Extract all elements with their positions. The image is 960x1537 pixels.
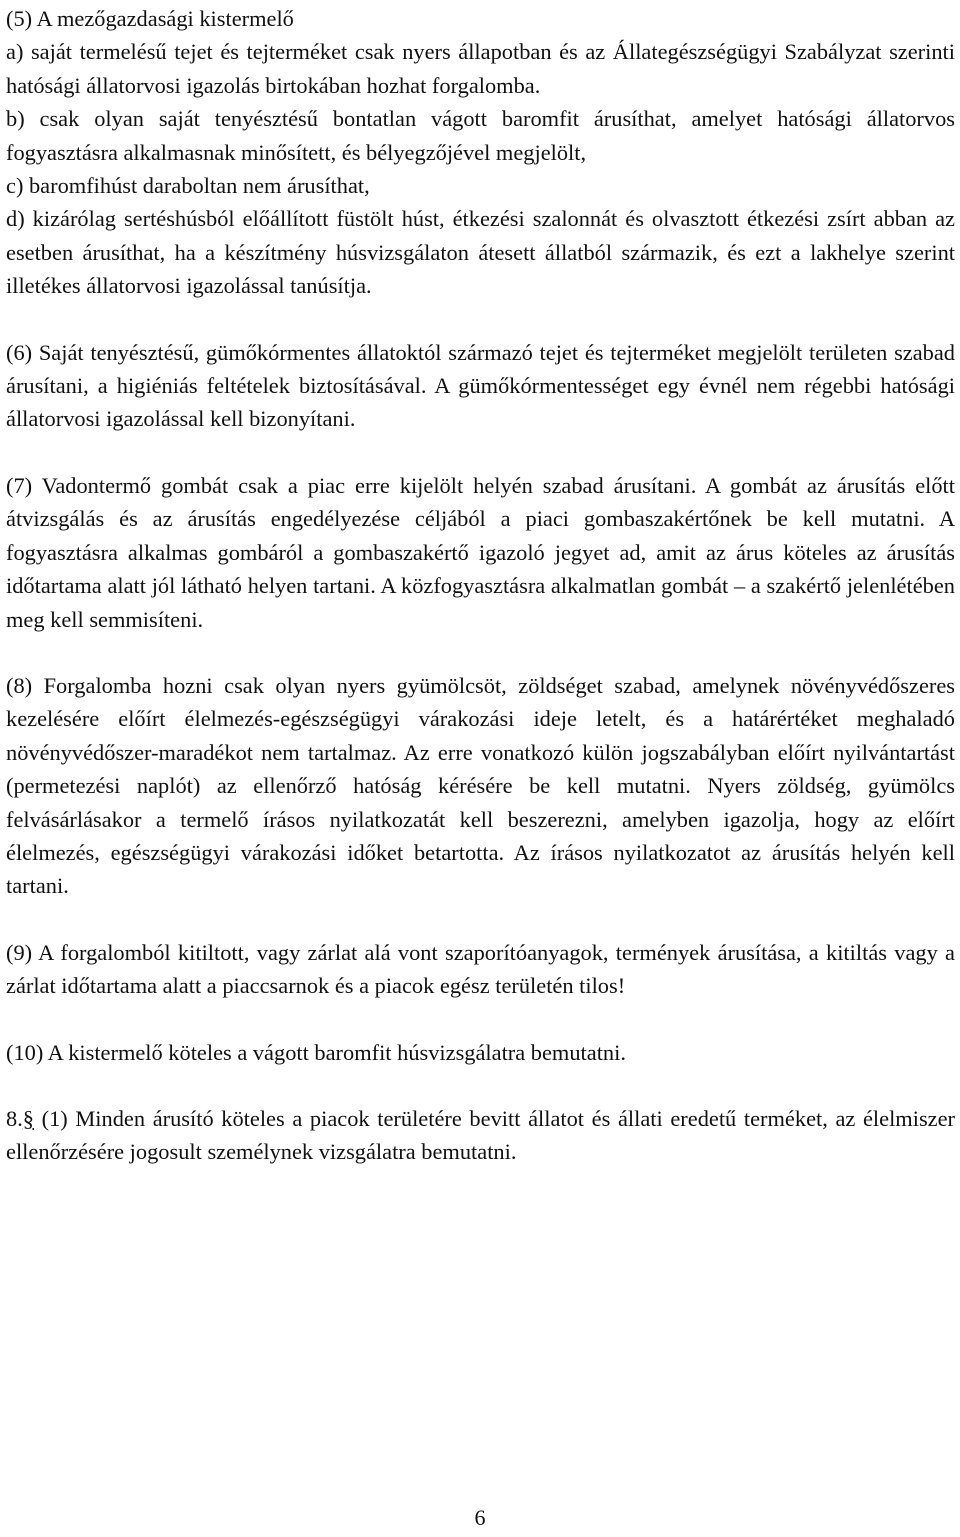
section-8-paragraph: (8) Forgalomba hozni csak olyan nyers gyümölcsöt, zöldséget szabad, amelynek növényvédőszeres kezelésére előírt élelmezés-egészségügyi várakozási ideje letelt, és a határértéket meghaladó növényvédőszer-maradékot nem tartalmaz. Az erre vonatkozó külön jogszabályban előírt nyilvántartást (permetezési naplót) az ellenőrző hatóság kérésére be kell mutatni. Nyers zöldség, gyümölcs felvásárlásakor a termelő írásos nyilatkozatát kell beszerezni, amelyben igazolja, hogy az előírt élelmezés, egészségügyi várakozási időket betartotta. Az írásos nyilatkozatot az árusítás helyén kell tartani. bbox=[6, 672, 955, 899]
paragraph-8 bbox=[6, 1102, 955, 1169]
paragraph-8-text: (1) Minden árusító köteles a piacok területére bevitt állatot és állati eredetű terméket, az élelmiszer ellenőrzésére jogosult személynek vizsgálatra bemutatni. bbox=[6, 1105, 955, 1165]
page-number: 6 bbox=[474, 1505, 486, 1530]
section-sign-link[interactable]: § bbox=[22, 1105, 34, 1131]
document-page bbox=[6, 2, 955, 1169]
section-5 bbox=[6, 2, 955, 303]
section-5-item-d: d) kizárólag sertéshúsból előállított füstölt húst, étkezési szalonnát és olvasztott étkezési zsírt abban az esetben árusíthat, ha a készítmény húsvizsgálaton átesett állatból származik, és ezt a lakhelye szerint illetékes állatorvosi igazolással tanúsítja. bbox=[6, 206, 955, 299]
section-9-paragraph: (9) A forgalomból kitiltott, vagy zárlat alá vont szaporítóanyagok, termények árusítása, a kitiltás vagy a zárlat időtartama alatt a piaccsarnok és a piacok egész területén tilos! bbox=[6, 939, 955, 999]
section-5-heading: (5) A mezőgazdasági kistermelő bbox=[6, 6, 294, 31]
section-10-paragraph: (10) A kistermelő köteles a vágott baromfit húsvizsgálatra bemutatni. bbox=[6, 1039, 626, 1065]
paragraph-number: 8. bbox=[6, 1105, 23, 1131]
section-5-item-b: b) csak olyan saját tenyésztésű bontatlan vágott baromfit árusíthat, amelyet hatósági állatorvos fogyasztásra alkalmasnak minősített, és bélyegzőjével megjelölt, bbox=[6, 106, 955, 165]
section-6-paragraph: (6) Saját tenyésztésű, gümőkórmentes állatoktól származó tejet és tejterméket megjelölt területen szabad árusítani, a higiéniás feltételek biztosításával. A gümőkórmentességet egy évnél nem régebbi hatósági állatorvosi igazolással kell bizonyítani. bbox=[6, 339, 955, 432]
section-5-item-c: c) baromfihúst daraboltan nem árusíthat, bbox=[6, 173, 370, 199]
section-7-paragraph: (7) Vadontermő gombát csak a piac erre kijelölt helyén szabad árusítani. A gombát az árusítás előtt átvizsgálás és az árusítás engedélyezése céljából a piaci gombaszakértőnek be kell mutatni. A fogyasztásra alkalmas gombáról a gombaszakértő igazoló jegyet ad, amit az árus köteles az árusítás időtartama alatt jól látható helyen tartani. A közfogyasztásra alkalmatlan gombát – a szakértő jelenlétében meg kell semmisíteni. bbox=[6, 472, 955, 632]
section-5-item-a: a) saját termelésű tejet és tejterméket csak nyers állapotban és az Állategészségügyi Szabályzat szerinti hatósági állatorvosi igazolás birtokában hozhat forgalomba. bbox=[6, 39, 955, 98]
